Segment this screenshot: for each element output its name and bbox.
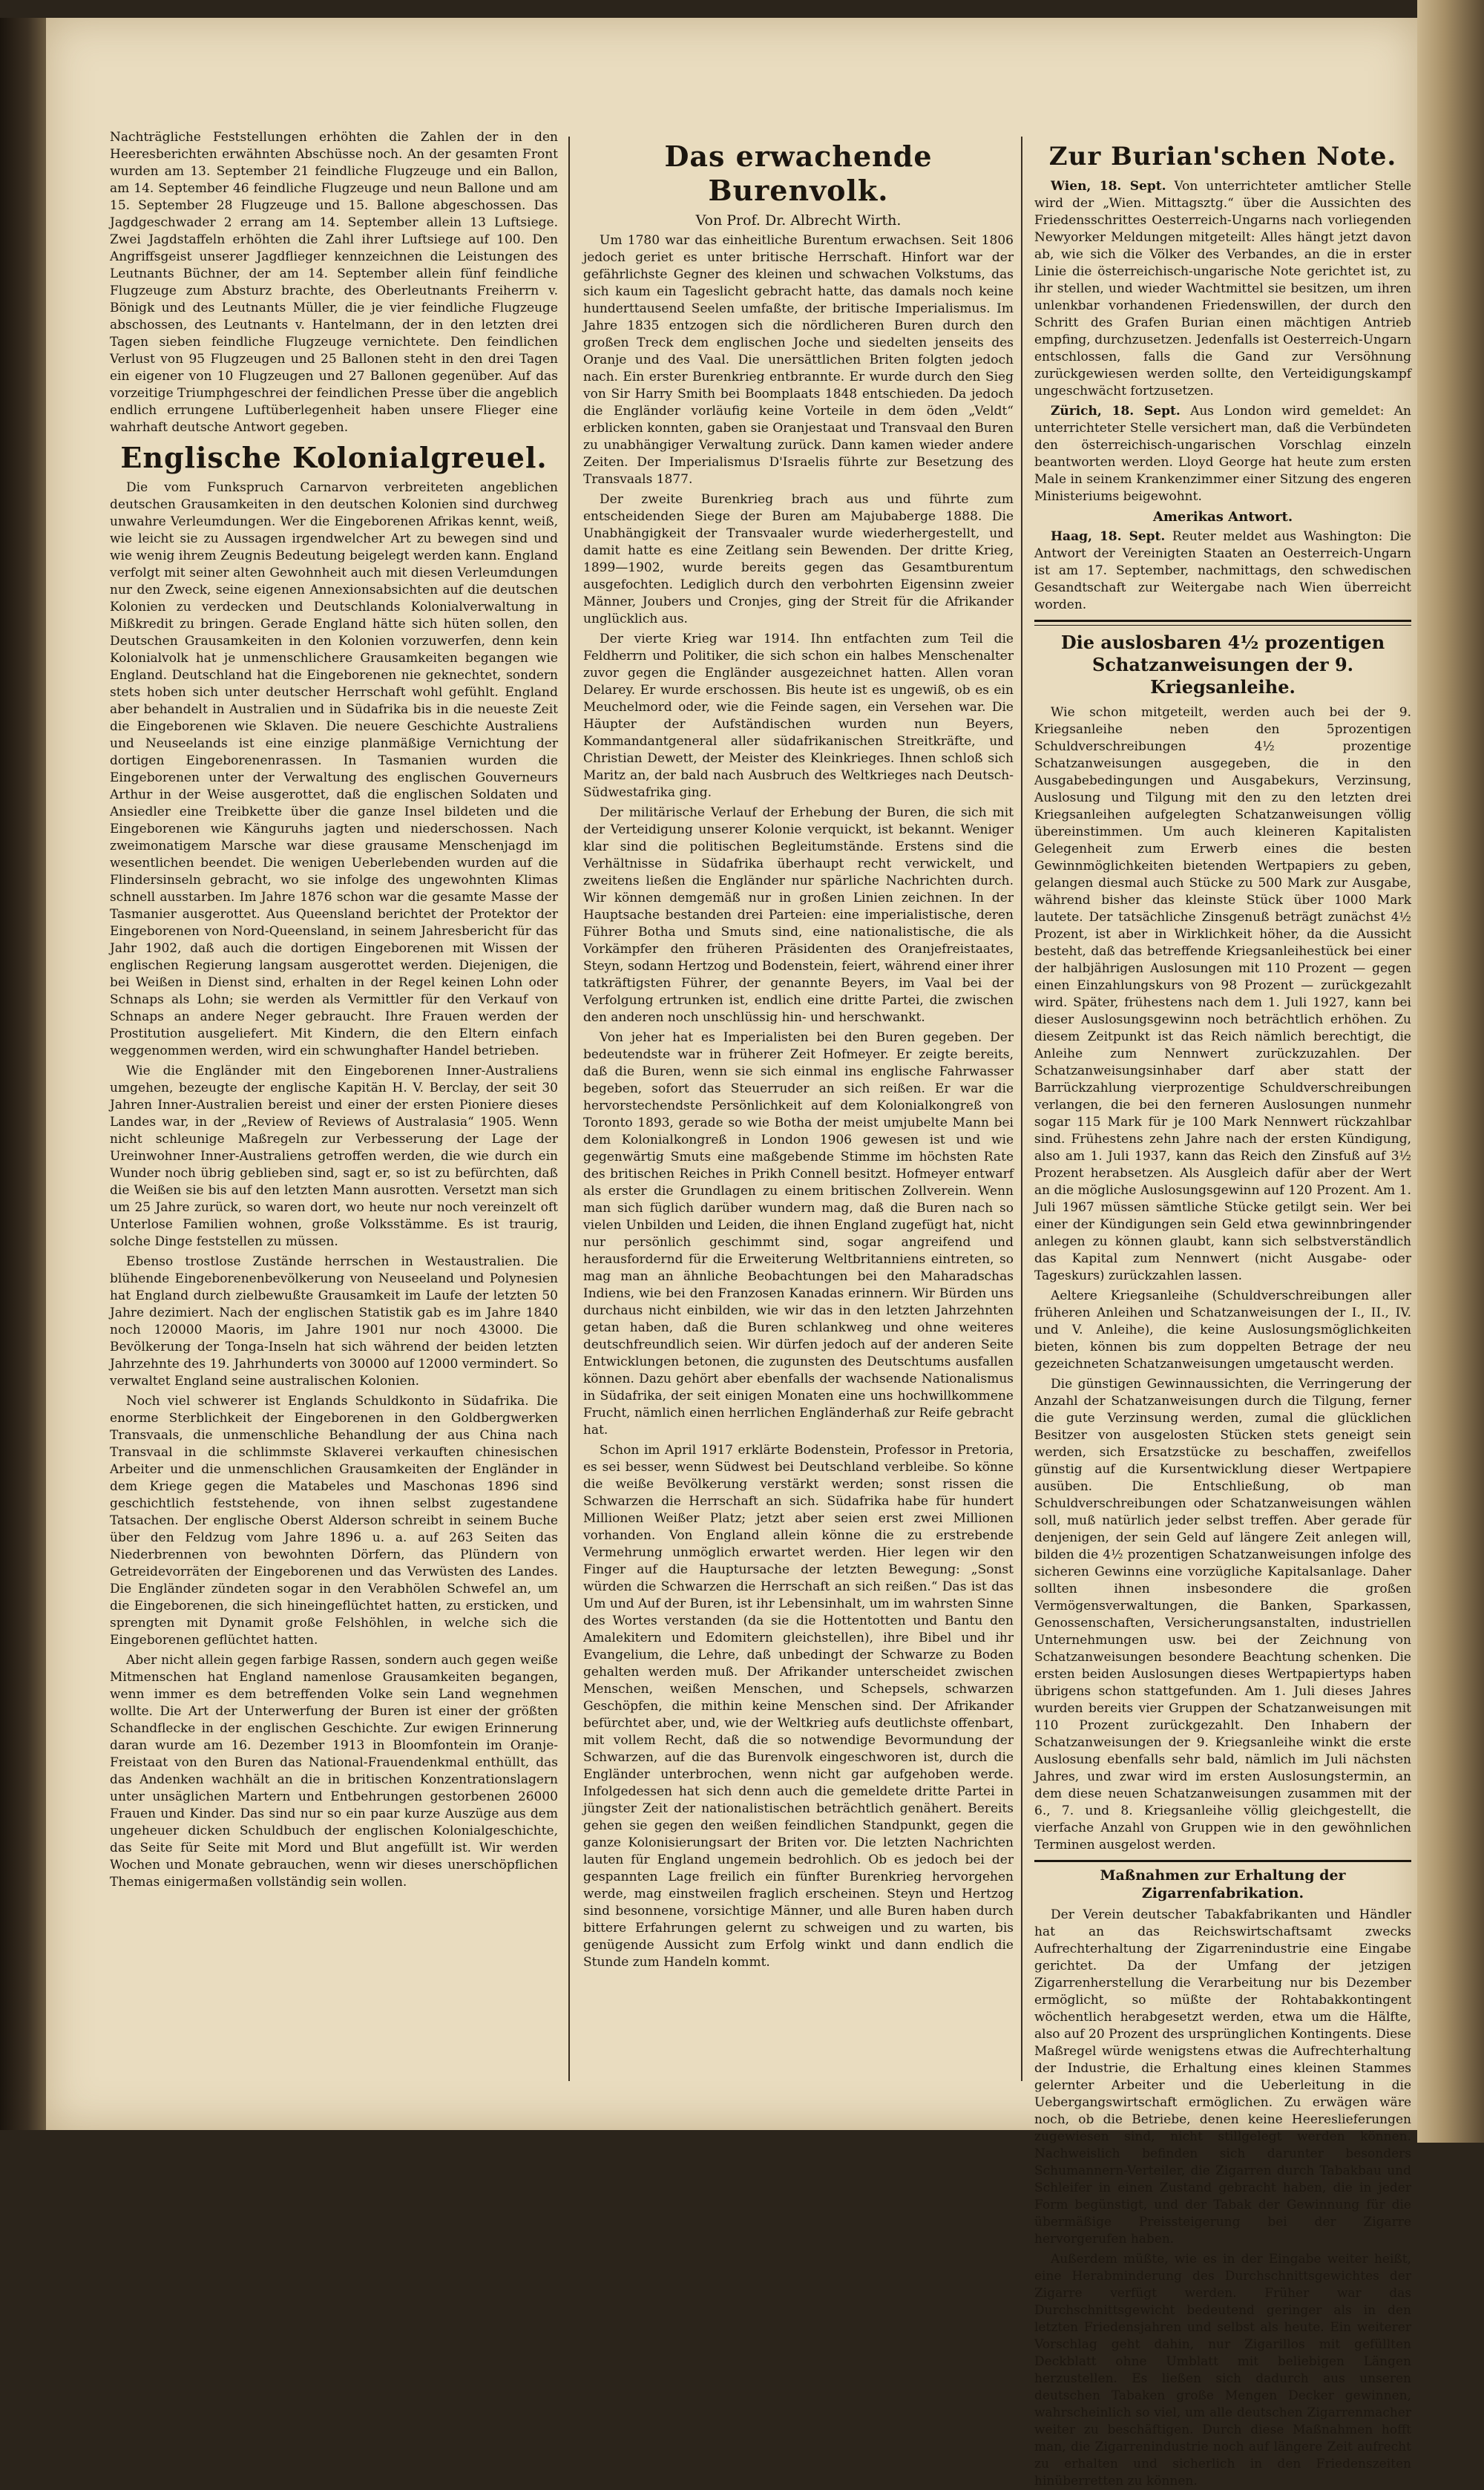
article-paragraph: Um 1780 war das einheitliche Burentum erwachsen. Seit 1806 jedoch geriet es unter britische Herrschaft. Hinfort war der gefährlichste Gegner des kleinen und schwachen Volkstums, das sich kaum ein Tageslicht gebracht hatte, das damals noch keine hunderttausend Seelen umfaßte, der britische Imperialismus. Im Jahre 1835 entzogen sich die nördlicheren Buren durch den großen Treck dem englischen Joche und siedelten jenseits des Oranje und des Vaal. Die unersättlichen Briten folgten jedoch nach. Ein erster Burenkrieg entbrannte. Er wurde durch den Sieg von Sir Harry Smith bei Boomplaats 1848 entschieden. Da jedoch die Engländer vorläufig keine Vorteile in dem öden „Veldt“ erblicken konnten, gaben sie Oranjestaat und Transvaal den Buren zu unabhängiger Verwaltung zurück. Dann kamen wieder andere Zeiten. Der Imperialismus D'Israelis führte zur Besetzung des Transvaals 1877.: [583, 233, 1014, 487]
news-item: [1034, 178, 1411, 400]
page-edge: [1417, 0, 1484, 2143]
headline-zigarrenfabrikation: Maßnahmen zur Erhaltung der Zigarrenfabrikation.: [1100, 1867, 1346, 1901]
article-paragraph: Der Verein deutscher Tabakfabrikanten und Händler hat an das Reichswirtschaftsamt zwecks Aufrechterhaltung der Zigarrenindustrie eine Eingabe gerichtet. Da der Umfang der jetzigen Zigarrenherstellung die Verarbeitung nur bis Dezember ermöglicht, so müßte der Rohtabakkontingent wöchentlich herabgesetzt werden, etwa um die Hälfte, also auf 20 Prozent des ursprünglichen Kontingents. Diese Maßregel würde wenigstens etwas die Aufrechterhaltung der Industrie, die Erhaltung eines kleinen Stammes gelernter Arbeiter und die Ueberleitung in die Uebergangswirtschaft ermöglichen. Zu erwägen wäre noch, ob die Betriebe, denen keine Heereslieferungen zugewiesen sind, nicht stillgelegt werden können. Nachweislich befinden sich darunter besonders Schumannern-Verteiler, die Zigarren durch Tabakbau und Schleifer in einen Zustand gebracht haben, die in jeder Form begünstigt, und der Tabak der Gewinnung für die übermäßige Preissteigerung bei der Zigarre hervorgerufen haben.: [1034, 1907, 1411, 2247]
dateline: Wien, 18. Sept.: [1051, 179, 1166, 194]
article-paragraph: Außerdem müßte, wie es in der Eingabe weiter heißt, eine Herabminderung des Durchschnittsgewichtes der Zigarre verfügt werden. Früher war das Durchschnittsgewicht bedeutend geringer als in den letzten Friedensjahren und selbst als heute. Ein weiterer Vorschlag geht dahin, nur Zigarillos mit gefüllten Deckblatt ohne Umblatt mit beliebigen Längen herzustellen. Es ließen sich dadurch aus unseren deutschen Tabaken große Mengen Decker gewinnen, wahrscheinlich so viel, um alle deutschen Zigarrenmacher weiter zu beschäftigen. Durch diese Maßnahmen hofft man, die Zigarrenindustrie noch auf längere Zeit aufrecht zu erhalten und sicherlich in den Friedenszeiten hinüberretten zu können.: [1034, 2252, 1411, 2489]
column-middle: [583, 135, 1014, 2094]
article-paragraph: Die günstigen Gewinnaussichten, die Verringerung der Anzahl der Schatzanweisungen durch die Tilgung, ferner die gute Verzinsung werden, zumal die glücklichen Besitzer von ausgelosten Stücken stets geneigt sein werden, sich Ersatzstücke zu beschaffen, zweifellos günstig auf die Kursentwicklung dieser Wertpapiere ausüben. Die Entschließung, ob man Schuldverschreibungen oder Schatzanweisungen wählen soll, muß natürlich jeder selbst treffen. Aber gerade für denjenigen, der sein Geld auf längere Zeit anlegen will, bilden die 4½ prozentigen Schatzanweisungen infolge des sicheren Gewinns eine vorzügliche Kapitalsanlage. Daher sollten ihnen insbesondere die großen Vermögensverwaltungen, die Banken, Sparkassen, Genossenschaften, Versicherungsanstalten, industriellen Unternehmungen usw. bei der Zeichnung von Schatzanweisungen besondere Beachtung schenken. Die ersten beiden Auslosungen dieses Wertpapiertyps haben übrigens schon stattgefunden. Am 1. Juli dieses Jahres wurden bereits vier Gruppen der Schatzanweisungen mit 110 Prozent zurückgezahlt. Den Inhabern der Schatzanweisungen der 9. Kriegsanleihe winkt die erste Auslosung ebenfalls sehr bald, nämlich im Juli nächsten Jahres, und zwar wird im ersten Auslosungstermin, an dem diese neuen Schatzanweisungen zusammen mit der 6., 7. und 8. Kriegsanleihe völlig gleichgestellt, die vierfache Anzahl von Gruppen wie in den gewöhnlichen Terminen ausgelost werden.: [1034, 1377, 1411, 1852]
section-divider: [1034, 1860, 1411, 1862]
column-right: [1034, 135, 1412, 2489]
book-binding: [0, 18, 46, 2130]
article-byline: Von Prof. Dr. Albrecht Wirth.: [695, 212, 902, 229]
headline-burian-note: Zur Burian'schen Note.: [1048, 142, 1397, 171]
headline-kolonialgreuel: Englische Kolonialgreuel.: [120, 441, 548, 474]
article-paragraph: Der militärische Verlauf der Erhebung der Buren, die sich mit der Verteidigung unserer Kolonie verquickt, ist bekannt. Weniger klar sind die politischen Begleitumstände. Erstens sind die Verhältnisse in Südafrika überhaupt recht verwickelt, und zweitens ließen die Engländer nur spärliche Nachrichten durch. Wir können demgemäß nur in großen Linien zeichnen. In der Hauptsache bestanden drei Parteien: eine imperialistische, deren Führer Botha und Smuts sind, eine nationalistische, die als Vorkämpfer den früheren Präsidenten des Oranjefreistaates, Steyn, sodann Hertzog und Bodenstein, feiert, während einer ihrer tatkräftigsten Führer, der genannte Beyers, im Vaal bei der Verfolgung ertrunken ist, endlich eine dritte Partei, die zwischen den anderen noch unschlüssig hin- und herschwankt.: [583, 805, 1014, 1025]
section-divider: [1034, 620, 1411, 622]
subheading-amerikas-antwort: Amerikas Antwort.: [1152, 509, 1293, 525]
dateline: Haag, 18. Sept.: [1051, 529, 1166, 544]
news-item: [1034, 403, 1411, 505]
article-paragraph: Wie die Engländer mit den Eingeborenen Inner-Australiens umgehen, bezeugte der englische Kapitän H. V. Berclay, der seit 30 Jahren Inner-Australien bereist und einer der ersten Pioniere dieses Landes war, in der „Review of Reviews of Australasia“ 1905. Wenn nicht schleunige Maßregeln zur Verbesserung der Lage der Ureinwohner Inner-Australiens getroffen werden, die wie durch ein Wunder noch übrig geblieben sind, sagt er, so ist zu befürchten, daß die Weißen sie bis auf den letzten Mann ausrotten. Versetzt man sich um 25 Jahre zurück, so waren dort, wo heute nur noch vereinzelt oft Unterlose Familien wohnen, große Volksstämme. Es ist traurig, solche Dinge feststellen zu müssen.: [110, 1064, 558, 1249]
article-intro-text: Nachträgliche Feststellungen erhöhten die Zahlen der in den Heeresberichten erwähnten Abschüsse noch. An der gesamten Front wurden am 13. September 21 feindliche Flugzeuge und ein Ballon, am 14. September 46 feindliche Flugzeuge und neun Ballone und am 15. September 28 Flugzeuge und 15. Ballone abgeschossen. Das Jagdgeschwader 2 errang am 14. September allein 13 Luftsiege. Zwei Jagdstaffeln erhöhten die Zahl ihrer Luftsiege auf 100. Den Angriffsgeist unserer Jagdflieger kennzeichnen die Leistungen des Leutnants Büchner, der am 14. September allein fünf feindliche Flugzeuge zum Absturz brachte, des Oberleutnants Freiherrn v. Bönigk und des Leutnants Müller, die je vier feindliche Flugzeuge abschossen, des Leutnants v. Hantelmann, der in den letzten drei Tagen sieben feindliche Flugzeuge vernichtete. Den feindlichen Verlust von 95 Flugzeugen und 25 Ballonen steht in den drei Tagen ein eigener von 10 Flugzeugen und 27 Ballonen gegenüber. Auf das vorzeitige Triumphgeschrei der feindlichen Presse über die angeblich endlich errungene Luftüberlegenheit haben unsere Flieger eine wahrhaft deutsche Antwort gegeben.: [110, 130, 558, 435]
column-rule: [568, 137, 570, 2081]
dateline: Zürich, 18. Sept.: [1051, 404, 1181, 419]
headline-burenvolk: Das erwachende Burenvolk.: [664, 140, 933, 207]
article-paragraph: Ebenso trostlose Zustände herrschen in Westaustralien. Die blühende Eingeborenenbevölkerung von Neuseeland und Polynesien hat England durch zielbewußte Grausamkeit im Laufe der letzten 50 Jahre dezimiert. Nach der englischen Statistik gab es im Jahre 1840 noch 120000 Maoris, im Jahre 1901 nur noch 43000. Die Bevölkerung der Tonga-Inseln hat sich während der beiden letzten Jahrzehnte des 19. Jahrhunderts von 30000 auf 12000 vermindert. So verwaltet England seine australischen Kolonien.: [110, 1254, 558, 1389]
article-paragraph: Schon im April 1917 erklärte Bodenstein, Professor in Pretoria, es sei besser, wenn Südwest bei Deutschland verbleibe. So könne die weiße Bevölkerung verstärkt werden; sonst rissen die Schwarzen die Herrschaft an sich. Südafrika habe für hundert Millionen Weißer Platz; jetzt aber seien erst zwei Millionen vorhanden. Von England allein könne die zu erstrebende Vermehrung unmöglich erwartet werden. Hier legen wir den Finger auf die Hauptursache der letzten Bewegung: „Sonst würden die Schwarzen die Herrschaft an sich reißen.“ Das ist das Um und Auf der Buren, ist ihr Lebensinhalt, um im wahrsten Sinne des Wortes verstanden (da sie die Hottentotten und Bantu den Amalekitern und Edomitern gleichstellen), ihre Bibel und ihr Evangelium, die Lehre, daß unbedingt der Schwarze zu Boden gehalten werden muß. Der Afrikander unterscheidet zwischen Menschen, weißen Menschen, und Schepsels, schwarzen Geschöpfen, die mithin keine Menschen sind. Der Afrikander befürchtet aber, und, wie der Weltkrieg aufs deutlichste offenbart, mit vollem Recht, daß die so notwendige Bevormundung der Schwarzen, auf die das Burenvolk eingeschworen ist, durch die Engländer unterbrochen, wenn nicht gar aufgehoben werde. Infolgedessen hat sich denn auch die gemeldete dritte Partei in jüngster Zeit der nationalistischen beträchtlich genähert. Bereits gehen sie gegen den weißen feindlichen Standpunkt, gegen die ganze Kolonisierungsart der Briten vor. Die letzten Nachrichten lauten für England ungemein bedrohlich. Ob es jedoch bei der gespannten Lage freilich ein fünfter Burenkrieg hervorgehen werde, mag einstweilen fraglich erscheinen. Steyn und Hertzog sind besonnene, vorsichtige Männer, und alle Buren haben durch bittere Erfahrungen gelernt zu schweigen und zu warten, bis genügende Aussicht zum Erfolg winkt und dann endlich die Stunde zum Handeln kommt.: [583, 1443, 1014, 1970]
news-text: Reuter meldet aus Washington: Die Antwort der Vereinigten Staaten an Oesterreich-Ungarn ist am 17. September, nachmittags, den schwedischen Gesandtschaft zur Weitergabe nach Wien überreicht worden.: [1034, 529, 1412, 612]
article-paragraph: Noch viel schwerer ist Englands Schuldkonto in Südafrika. Die enorme Sterblichkeit der Eingeborenen in den Goldbergwerken Transvaals, die unmenschliche Behandlung der aus China nach Transvaal in die schlimmste Sklaverei verkauften chinesischen Arbeiter und die unmenschlichen Grausamkeiten der Engländer in dem Kriege gegen die Matabeles und Maschonas 1896 sind geschichtlich feststehende, von ihnen selbst zugestandene Tatsachen. Der englische Oberst Alderson schreibt in seinem Buche über den Feldzug vom Jahre 1896 u. a. auf 263 Seiten das Niederbrennen von bewohnten Dörfern, das Plündern von Getreidevorräten der Eingeborenen und das Verwüsten des Landes. Die Engländer zündeten sogar in den Verabhölen Schwefel an, um die Eingeborenen, die sich hineingeflüchtet hatten, zu ersticken, und sprengten mit Dynamit große Felshöhlen, in welche sich die Eingeborenen geflüchtet hatten.: [110, 1394, 558, 1648]
article-paragraph: Der zweite Burenkrieg brach aus und führte zum entscheidenden Siege der Buren am Majubaberge 1888. Die Unabhängigkeit der Transvaaler wurde wiederhergestellt, und damit hatte es eine Zeitlang sein Bewenden. Der dritte Krieg, 1899—1902, wurde bereits gegen das Gesamtburentum ausgefochten. Lediglich durch den verbohrten Eigensinn zweier Männer, Joubers und Cronjes, ging der Streit für die Afrikander unglücklich aus.: [583, 492, 1014, 626]
article-paragraph: Der vierte Krieg war 1914. Ihn entfachten zum Teil die Feldherrn und Politiker, die sich schon ein halbes Menschenalter zuvor gegen die Engländer ausgezeichnet hatten. Allen voran Delarey. Er wurde erschossen. Bis heute ist es ungewiß, ob es ein Meuchelmord oder, wie die Feinde sagen, ein Versehen war. Die Häupter der Aufständischen wurden nun Beyers, Kommandantgeneral aller südafrikanischen Streitkräfte, und Christian Dewett, der Meister des Kleinkrieges. Ihnen schloß sich Maritz an, der bald nach Ausbruch des Weltkrieges nach Deutsch-Südwestafrika ging.: [583, 632, 1014, 800]
news-item: [1034, 528, 1411, 614]
news-text: Aus London wird gemeldet: An unterrichteter Stelle versichert man, daß die Verbündeten den österreichisch-ungarischen Vorschlag einzeln beantworten werden. Lloyd George hat heute zum ersten Male in seinem Krankenzimmer einer Sitzung des engeren Ministeriums beigewohnt.: [1034, 404, 1412, 504]
column-left: [110, 129, 558, 2088]
headline-schatzanweisungen: Die auslosbaren 4½ prozentigen Schatzanweisungen der 9. Kriegsanleihe.: [1060, 632, 1385, 698]
article-paragraph: Wie schon mitgeteilt, werden auch bei der 9. Kriegsanleihe neben den 5prozentigen Schuldverschreibungen 4½ prozentige Schatzanweisungen ausgegeben, die in den Ausgabebedingungen und Ausgabekurs, Verzinsung, Auslosung und Tilgung mit den zu den letzten drei Kriegsanleihen aufgelegten Schatzanweisungen völlig übereinstimmen. Um auch kleineren Kapitalisten Gelegenheit zum Erwerb eines die besten Gewinnmöglichkeiten bietenden Wertpapiers zu geben, gelangen diesmal auch Stücke zu 500 Mark zur Ausgabe, während bisher das kleinste Stück über 1000 Mark lautete. Der tatsächliche Zinsgenuß beträgt zunächst 4½ Prozent, ist aber in Wirklichkeit höher, da die Aussicht besteht, daß das betreffende Kriegsanleihestück bei einer der halbjährigen Auslosungen mit 110 Prozent — gegen einen Einzahlungskurs von 98 Prozent — zurückgezahlt wird. Später, frühestens nach dem 1. Juli 1927, kann bei dieser Auslosungsgewinn noch beträchtlich erhöhen. Zu diesem Zeitpunkt ist das Reich nämlich berechtigt, die Anleihe zum Nennwert zurückzuzahlen. Der Schatzanweisungsinhaber darf aber statt der Barrückzahlung vierprozentige Schuldverschreibungen verlangen, die bei den ferneren Auslosungen nunmehr sogar 115 Mark für je 100 Mark Nennwert rückzahlbar sind. Frühestens zehn Jahre nach der ersten Kündigung, also am 1. Juli 1937, kann das Reich den Zinsfuß auf 3½ Prozent herabsetzen. Als Ausgleich dafür aber der Wert an die mögliche Auslosungsgewinn auf 120 Prozent. Am 1. Juli 1967 müssen sämtliche Stücke getilgt sein. Wer bei einer der Kündigungen sein Geld etwa gewinnbringender anlegen zu können glaubt, kann sich selbstverständlich das Kapital zum Nennwert (nicht Ausgabe- oder Tageskurs) zurückzahlen lassen.: [1034, 705, 1411, 1283]
article-paragraph: Aeltere Kriegsanleihe (Schuldverschreibungen aller früheren Anleihen und Schatzanweisungen der I., II., IV. und V. Anleihe), die keine Auslosungsmöglichkeiten bieten, können bis zum doppelten Betrage der neu gezeichneten Schatzanweisungen umgetauscht werden.: [1034, 1288, 1411, 1372]
newspaper-page: [46, 18, 1417, 2489]
news-text: Von unterrichteter amtlicher Stelle wird der „Wien. Mittagsztg.“ über die Aussichten des Friedensschrittes Oesterreich-Ungarns nach vorliegenden Newyorker Meldungen mitgeteilt: Alles hängt jetzt davon ab, wie sich die Völker des Verbandes, an die in erster Linie die österreichisch-ungarische Note gerichtet ist, zu ihr stellen, und wieder Wachtmittel sie besitzen, um ihren unlenkbar vorhandenen Friedenswillen, der durch den Schritt des Grafen Burian einen mächtigen Antrieb empfing, durchzusetzen. Jedenfalls ist Oesterreich-Ungarn entschlossen, falls die Gand zur Versöhnung zurückgewiesen werden sollte, den Verteidigungskampf ungeschwächt fortzusetzen.: [1034, 179, 1412, 399]
section-divider: [1034, 625, 1411, 626]
column-rule: [1021, 137, 1022, 2081]
article-paragraph: Die vom Funkspruch Carnarvon verbreiteten angeblichen deutschen Grausamkeiten in den deutschen Kolonien sind durchweg unwahre Verleumdungen. Wer die Eingeborenen Afrikas kennt, weiß, wie leicht sie zu Aussagen irgendwelcher Art zu bewegen sind und wie wenig ihrem Zeugnis Bedeutung beigelegt werden kann. England verfolgt mit seiner alten Gewohnheit auch mit diesen Verleumdungen nur den Zweck, seine eigenen Annexionsabsichten auf die deutschen Kolonien zu verdecken und Deutschlands Kolonialverwaltung in Mißkredit zu bringen. Gerade England hätte sich hüten sollen, den Deutschen Grausamkeiten in den Kolonien vorzuwerfen, denn kein Kolonialvolk hat je unmenschlichere Grausamkeiten begangen wie England. Deutschland hat die Eingeborenen nie geknechtet, sondern stets hoben sich unter deutscher Herrschaft wohl gefühlt. England aber behandelt in Australien und in Südafrika bis in die neueste Zeit die Eingeborenen wie Sklaven. Die neuere Geschichte Australiens und Neuseelands ist eine einzige planmäßige Vernichtung der dortigen Eingeborenenrassen. In Tasmanien wurden die Eingeborenen unter der Verwaltung des englischen Gouverneurs Arthur in der Weise ausgerottet, daß die englischen Soldaten und Ansiedler eine Treibkette über die ganze Insel bildeten und die Eingeborenen wie Känguruhs jagten und niederschossen. Nach zweimonatigem Marsche war diese grausame Menschenjagd im wesentlichen beendet. Die wenigen Ueberlebenden wurden auf die Flindersinseln gebracht, wo sie infolge des ungewohnten Klimas schnell ausstarben. Im Jahre 1876 schon war die gesamte Masse der Tasmanier ausgerottet. Aus Queensland berichtet der Protektor der Eingeborenen von Nord-Queensland, in seinem Jahresbericht für das Jahr 1902, daß auch die dortigen Eingeborenen mit Wissen der englischen Regierung langsam ausgerottet werden. Diejenigen, die bei Weißen in Dienst sind, erhalten in der Regel keinen Lohn oder Schnaps als Lohn; sie werden als Vermittler für den Verkauf von Schnaps an andere Neger gebraucht. Ihre Frauen werden der Prostitution ausgeliefert. Mit Kindern, die den Eltern einfach weggenommen werden, wird ein schwunghafter Handel betrieben.: [110, 480, 558, 1058]
article-paragraph: Von jeher hat es Imperialisten bei den Buren gegeben. Der bedeutendste war in früherer Zeit Hofmeyer. Er zeigte bereits, daß die Buren, wenn sie sich einmal ins englische Fahrwasser begeben, sofort das Steuerruder an sich reißen. Er war die hervorstechendste Persönlichkeit auf dem Kolonialkongreß von Toronto 1893, gerade so wie Botha der meist umjubelte Mann bei dem Kolonialkongreß in London 1906 gewesen ist und wie gegenwärtig Smuts eine maßgebende Stimme im höchsten Rate des britischen Reiches in Prikh Connell besitzt. Hofmeyer entwarf als erster die Grundlagen zu einem britischen Zollverein. Wenn man sich füglich darüber wundern mag, daß die Buren nach so vielen Unbilden und Leiden, die ihnen England zugefügt hat, nicht nur persönlich geschimmt sind, sogar angreifend und herausfordernd für die Erweiterung Weltbritanniens eintreten, so mag man an ähnliche Beobachtungen bei den Maharadschas Indiens, wie bei den Franzosen Kanadas erinnern. Wir Bürden uns durchaus nicht einbilden, wie wir das in den letzten Jahrzehnten getan haben, daß die Buren schlankweg und ohne weiteres deutschfreundlich seien. Wir dürfen jedoch auf der anderen Seite Entwicklungen betonen, die zugunsten des Deutschtums ausfallen können. Dazu gehört aber ebenfalls der wachsende Nationalismus in Südafrika, der seit einigen Monaten eine uns hochwillkommene Frucht, nämlich einen herrlichen Engländerhaß zur Reife gebracht hat.: [583, 1030, 1014, 1438]
article-paragraph: Aber nicht allein gegen farbige Rassen, sondern auch gegen weiße Mitmenschen hat England namenlose Grausamkeiten begangen, wenn immer es dem betreffenden Volke sein Land wegnehmen wollte. Die Art der Unterwerfung der Buren ist einer der größten Schandflecke in der englischen Geschichte. Zur ewigen Erinnerung daran wurde am 16. Dezember 1913 in Bloomfontein im Oranje-Freistaat von den Buren das National-Frauendenkmal enthüllt, das das Andenken wachhält an die in britischen Konzentrationslagern unter unsäglichen Martern und Entbehrungen gestorbenen 26000 Frauen und Kinder. Das sind nur so ein paar kurze Auszüge aus dem ungeheuer dicken Schuldbuch der englischen Kolonialgeschichte, das Seite für Seite mit Mord und Blut angefüllt ist. Wir werden Wochen und Monate gebrauchen, wenn wir dieses unerschöpflichen Themas einigermaßen vollständig sein wollen.: [110, 1653, 558, 1890]
